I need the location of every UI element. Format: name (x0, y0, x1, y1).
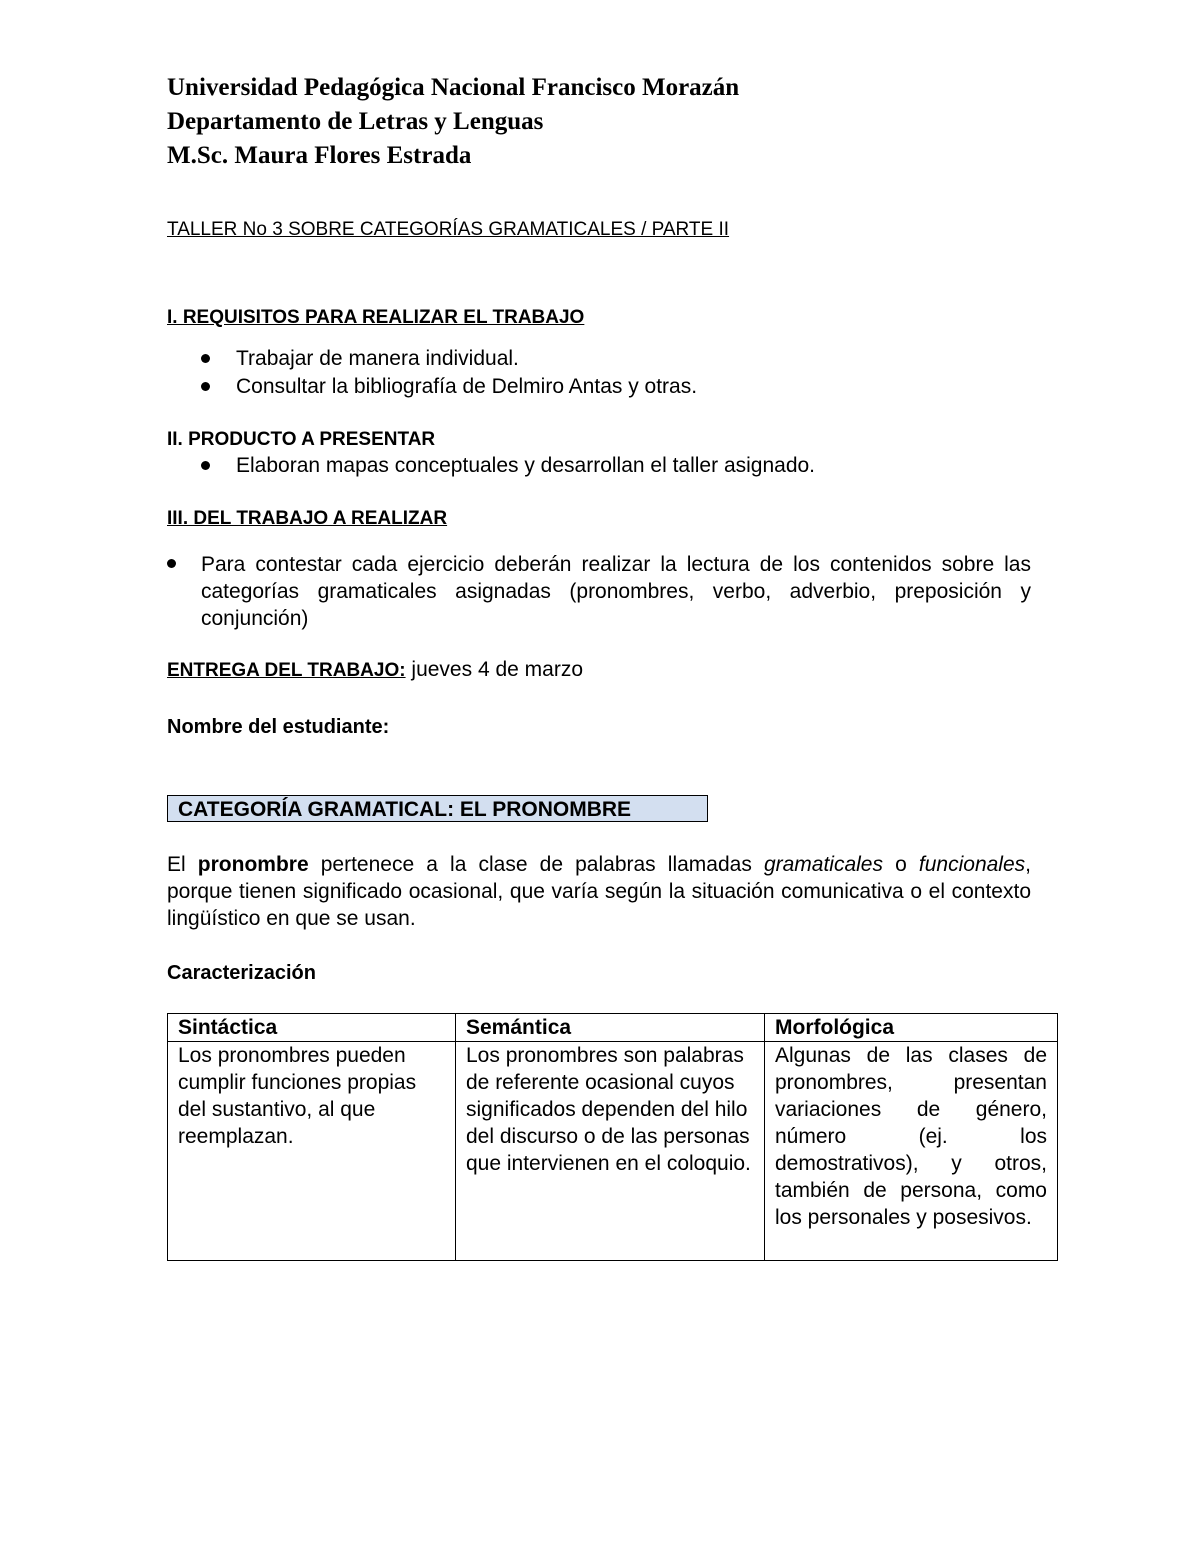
intro-italic-term: gramaticales (763, 853, 883, 876)
department-name: Departamento de Letras y Lenguas (167, 108, 544, 135)
intro-italic-term: funcionales (918, 853, 1026, 876)
category-box: CATEGORÍA GRAMATICAL: EL PRONOMBRE (167, 795, 708, 822)
caracterizacion-table (167, 1013, 1058, 1261)
intro-text: El (167, 853, 198, 876)
table-cell: Algunas de las clases de pronombres, presentan variaciones de género, número (ej. los demostrativos), y otros, también de persona, como los personales y posesivos. (765, 1042, 1058, 1261)
table-row (168, 1042, 1058, 1261)
producto-item: Elaboran mapas conceptuales y desarrollan el taller asignado. (236, 454, 816, 477)
delivery-label: ENTREGA DEL TRABAJO: (167, 660, 406, 681)
professor-name: M.Sc. Maura Flores Estrada (167, 142, 472, 169)
bullet-icon (201, 461, 210, 470)
intro-text: o (883, 853, 919, 876)
requisito-item: Trabajar de manera individual. (236, 347, 519, 370)
workshop-title: TALLER No 3 SOBRE CATEGORÍAS GRAMATICALES / PARTE II (167, 219, 730, 240)
intro-text: , porque tienen significado ocasional, que varía según la situación comunicativa o el contexto lingüístico en que se usan. (167, 853, 1031, 930)
section-trabajo-title: III. DEL TRABAJO A REALIZAR (167, 508, 448, 529)
requisito-item: Consultar la bibliografía de Delmiro Antas y otras. (236, 375, 698, 398)
section-producto-title: II. PRODUCTO A PRESENTAR (167, 429, 436, 450)
table-cell: Los pronombres pueden cumplir funciones propias del sustantivo, al que reemplazan. (168, 1042, 456, 1261)
table-header: Semántica (456, 1014, 765, 1042)
trabajo-text: Para contestar cada ejercicio deberán realizar la lectura de los contenidos sobre las categorías gramaticales asignadas (pronombres, verbo, adverbio, preposición y conjunción) (201, 553, 1031, 630)
intro-paragraph (167, 851, 1031, 932)
table-header: Morfológica (765, 1014, 1058, 1042)
intro-text: pertenece a la clase de palabras llamadas (308, 853, 764, 876)
section-requisitos-title: I. REQUISITOS PARA REALIZAR EL TRABAJO (167, 307, 585, 328)
table-header-row (168, 1014, 1058, 1042)
student-name-label: Nombre del estudiante: (167, 716, 390, 738)
bullet-icon (167, 559, 176, 568)
table-header: Sintáctica (168, 1014, 456, 1042)
intro-bold-term: pronombre (197, 853, 309, 876)
caracterizacion-heading: Caracterización (167, 962, 316, 984)
bullet-icon (201, 382, 210, 391)
table-cell: Los pronombres son palabras de referente ocasional cuyos significados dependen del hilo del discurso o de las personas que intervienen en el coloquio. (456, 1042, 765, 1261)
university-name: Universidad Pedagógica Nacional Francisco Morazán (167, 74, 740, 101)
bullet-icon (201, 354, 210, 363)
delivery-date: jueves 4 de marzo (405, 658, 584, 681)
delivery-line (167, 658, 583, 682)
